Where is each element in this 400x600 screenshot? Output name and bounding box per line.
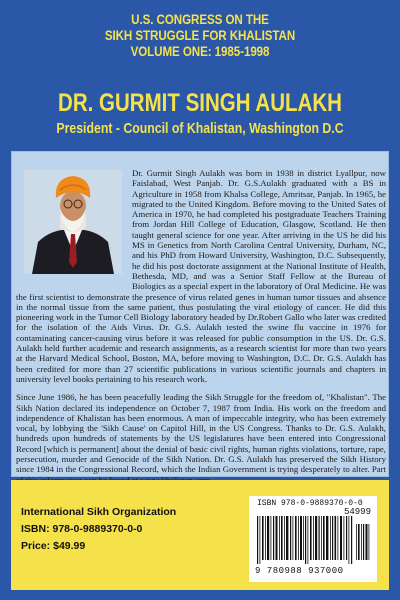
isbn-text: ISBN: 978-0-9889370-0-0 — [21, 523, 143, 535]
barcode-bars — [255, 510, 371, 564]
barcode-price-code: 54999 — [343, 507, 371, 517]
author-bio-panel — [11, 151, 389, 477]
series-line: U.S. CONGRESS ON THE — [131, 12, 269, 27]
book-series-title — [28, 12, 372, 60]
barcode — [249, 496, 377, 582]
publisher-footer — [11, 480, 389, 590]
price-text: Price: $49.99 — [21, 540, 86, 552]
bio-paragraph: Dr. Gurmit Singh Aulakh was born in 1938 in district Lyallpur, now Faislabad, West Panjab. Dr. G.S.Aulakh graduated with a BS in Agriculture in 1958 from Khalsa College, Amritsar, Panjab. In 1965, he migrated to the United Kingdom. Before moving to the United Sates of America in 1970, he had completed his postgraduate Teachers Training from Jordan Hill College of Education, Glasgow, Scotland. He then taught general science for one year. After arriving in the US he did his MS in Genetics from North Carolina Central University, Durham, NC, and his PhD from Howard University, Washington, D.C. Subsequently, he did his post doctorate assignment at the National Institute of Health, Bethesda, MD, and was a Senior Staff Fellow at the Bureau of Biologics as a special expert in the laboratory of Oral Medicine. He was the first scientist to demonstrate the presence of virus related genes in human tumor tissues and absence in the normal tissue from the same patient, thus postulating the viral etiology of cancer. He did this pioneering work in the Tumor Cell Biology laboratory headed by Dr.Robert Gallo who later was credited for the isolation of the Aids Virus. Dr. G.S. Aulakh tested the swine flu vaccine in 1976 for contaminating cancer-causing virus before it was released for public consumption in the US. Dr. G.S. Aulakh held further academic and research assignments, as a research scientist for more than two years at the Harvard Medical School, Boston, MA, before moving to Washington, D.C. Dr. G.S. Aulakh has been credited for more than 27 scientific publications in various scientific journals and chapters in university level books pertaining to his research work. — [16, 168, 386, 384]
publisher-name: International Sikh Organization — [21, 506, 177, 518]
publisher-info — [21, 504, 176, 555]
bio-paragraph: Since June 1986, he has been peacefully leading the Sikh Struggle for the freedom of, "Khalistan". The Sikh Nation declared its independence on October 7, 1987 from India. His work on the freedom and independence of Khalistan has been enormous. A man of impeccable integrity, who has been extremely vocal, by lobbying the 'Sikh Cause' on Capitol Hill, in the US Congress. Thanks to Dr. G.S. Aulakh, hundreds upon hundreds of statements by the US legislatures have been entered into Congressional Record [which is permanent] about the denial of basic civil rights, human rights violations, torture, rape, persecution, murder and Genocide of the Sikh Nation. Dr. G.S. Aulakh has preserved the Sikh History since 1984 in the Congressional Record, which the Indian Government is trying desperately to alter. Part — [16, 392, 386, 475]
barcode-isbn: ISBN 978-0-9889370-0-0 — [257, 499, 363, 508]
author-title: President - Council of Khalistan, Washington D.C — [56, 120, 344, 137]
series-line: VOLUME ONE: 1985-1998 — [130, 44, 270, 59]
series-line: SIKH STRUGGLE FOR KHALISTAN — [104, 28, 296, 43]
cover-header — [0, 0, 400, 150]
author-name: DR. GURMIT SINGH AULAKH — [58, 89, 342, 117]
author-bio-text — [16, 168, 386, 493]
barcode-ean: 9 780988 937000 — [255, 566, 344, 576]
